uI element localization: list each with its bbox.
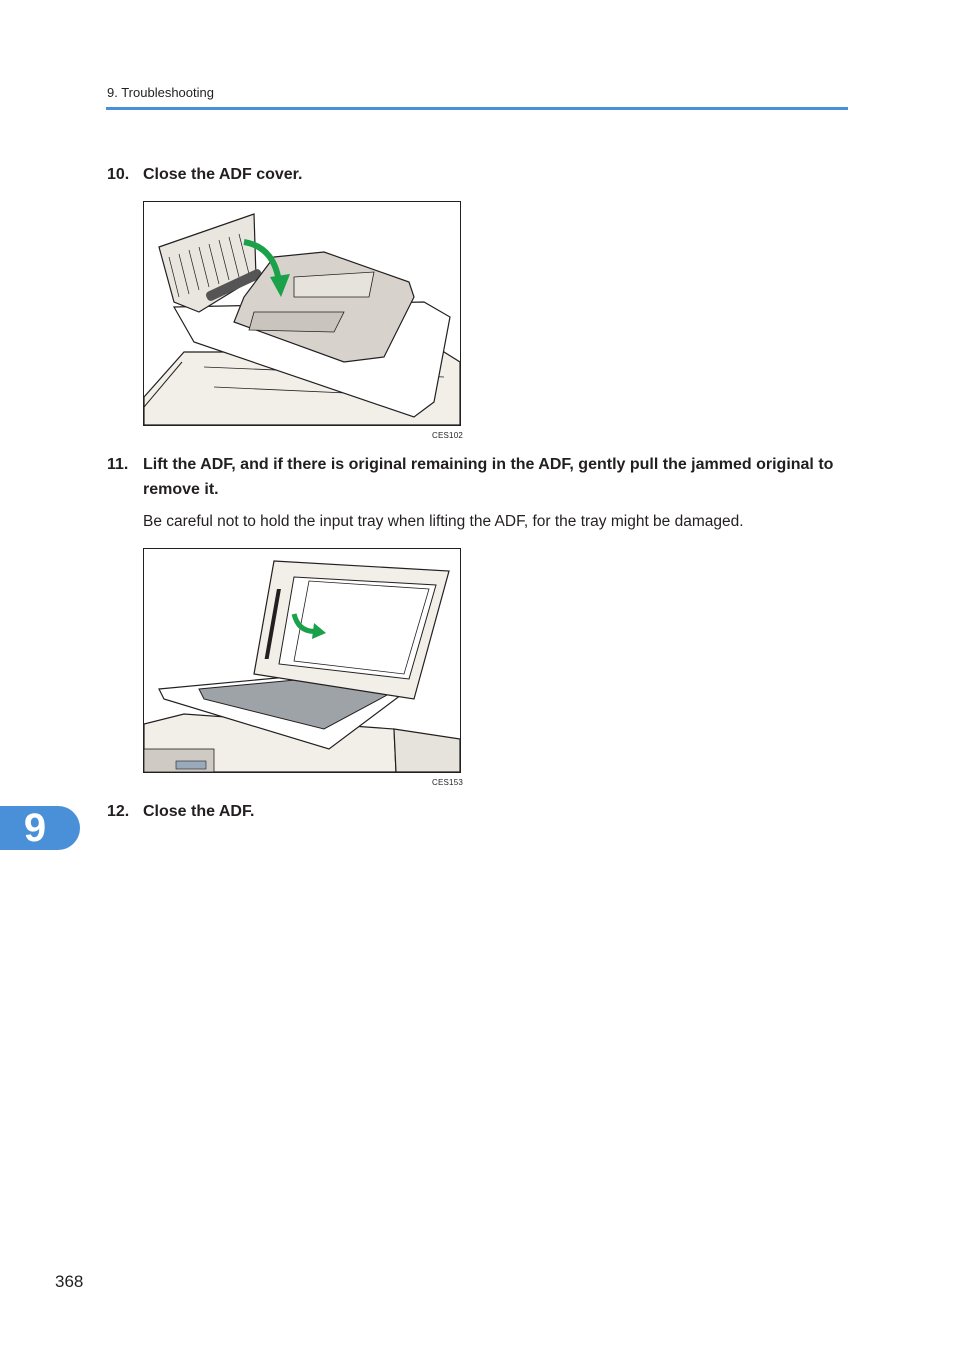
- step-text: Close the ADF cover.: [143, 166, 303, 183]
- figure-adf-cover: [143, 201, 461, 426]
- adf-cover-close-illustration: [144, 202, 460, 425]
- step-text: Lift the ADF, and if there is original remaining in the ADF, gently pull the jammed original to remove it.: [143, 456, 834, 498]
- step-12: [107, 799, 254, 824]
- step-note: Be careful not to hold the input tray when lifting the ADF, for the tray might be damaged.: [143, 513, 744, 530]
- step-10: [107, 162, 302, 187]
- step-text: Close the ADF.: [143, 803, 255, 820]
- figure-code: CES102: [432, 431, 463, 440]
- figure-adf-lift: [143, 548, 461, 773]
- page-number: 368: [55, 1272, 84, 1291]
- step-number: 11.: [107, 456, 129, 473]
- adf-lift-illustration: [144, 549, 460, 772]
- running-header: 9. Troubleshooting: [107, 85, 214, 100]
- step-11: [107, 452, 847, 502]
- figure-code: CES153: [432, 778, 463, 787]
- chapter-tab-number: 9: [23, 806, 47, 850]
- step-number: 10.: [107, 166, 130, 183]
- header-rule: [106, 107, 848, 110]
- step-number: 12.: [107, 803, 130, 820]
